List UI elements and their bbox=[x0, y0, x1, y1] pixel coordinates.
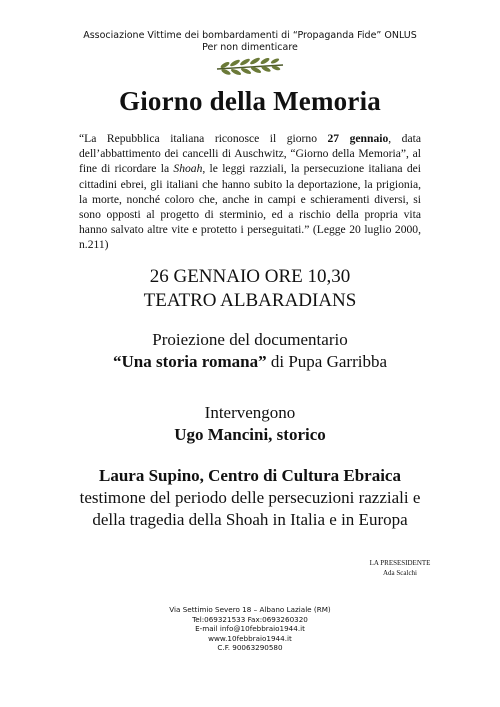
film-line bbox=[0, 351, 500, 373]
projection-info bbox=[0, 329, 500, 373]
footer-cf: C.F. 90063290580 bbox=[217, 643, 283, 653]
quote-shoah: Shoah bbox=[173, 162, 203, 176]
law-quote bbox=[79, 131, 421, 253]
association-motto: Per non dimenticare bbox=[202, 42, 298, 53]
signature-role: LA PRESESIDENTE bbox=[369, 559, 431, 567]
quote-text-1: “La Repubblica italiana riconosce il giorno bbox=[79, 132, 328, 145]
footer-web: www.10febbraio1944.it bbox=[208, 633, 292, 643]
film-title: “Una storia romana” bbox=[112, 352, 267, 371]
contact-footer bbox=[0, 605, 500, 653]
quote-date: 27 gennaio bbox=[327, 132, 389, 145]
signature-name: Ada Scalchi bbox=[382, 569, 417, 577]
film-director: di Pupa Garribba bbox=[266, 352, 388, 371]
speaker-1: Ugo Mancini, storico bbox=[174, 425, 326, 444]
speaker-2: Laura Supino, Centro di Cultura Ebraica bbox=[99, 466, 401, 485]
olive-branch-icon bbox=[215, 55, 285, 79]
speaker-2-desc-1: testimone del periodo delle persecuzioni razziali e bbox=[79, 488, 421, 507]
event-venue: TEATRO ALBARADIANS bbox=[143, 290, 357, 311]
speakers-heading: Intervengono bbox=[204, 403, 296, 422]
signature bbox=[360, 558, 440, 578]
event-datetime: 26 GENNAIO ORE 10,30 bbox=[149, 266, 351, 287]
association-header bbox=[0, 30, 500, 54]
footer-phone: Tel:069321533 Fax:0693260320 bbox=[192, 614, 308, 624]
footer-address: Via Settimio Severo 18 – Albano Laziale (RM) bbox=[169, 605, 331, 614]
quote-text-3: , le leggi razziali, la persecuzione italiana dei cittadini ebrei, gli italiani che hanno subito la deportazione, la prigionia, la morte, nonché coloro che, anche in campi e schieramenti diversi, si sono opposti al progetto di sterminio, ed a rischio della propria vita hanno salvato altre vite e protetto i perseguitati.” (Legge 20 luglio 2000, n.211) bbox=[79, 162, 421, 252]
association-name: Associazione Vittime dei bombardamenti di “Propaganda Fide” ONLUS bbox=[83, 30, 417, 41]
event-info bbox=[0, 265, 500, 313]
footer-email: E-mail info@10febbraio1944.it bbox=[195, 624, 305, 634]
projection-line: Proiezione del documentario bbox=[152, 330, 348, 349]
speaker-2-block bbox=[0, 465, 500, 531]
page-title: Giorno della Memoria bbox=[119, 86, 381, 116]
speakers-heading-block bbox=[0, 402, 500, 446]
speaker-2-desc-2: della tragedia della Shoah in Italia e in Europa bbox=[92, 510, 408, 529]
quote-text-2: , data dell’abbattimento dei cancelli di Auschwitz, “Giorno della Memoria”, al fine di ricordare la bbox=[79, 132, 421, 176]
